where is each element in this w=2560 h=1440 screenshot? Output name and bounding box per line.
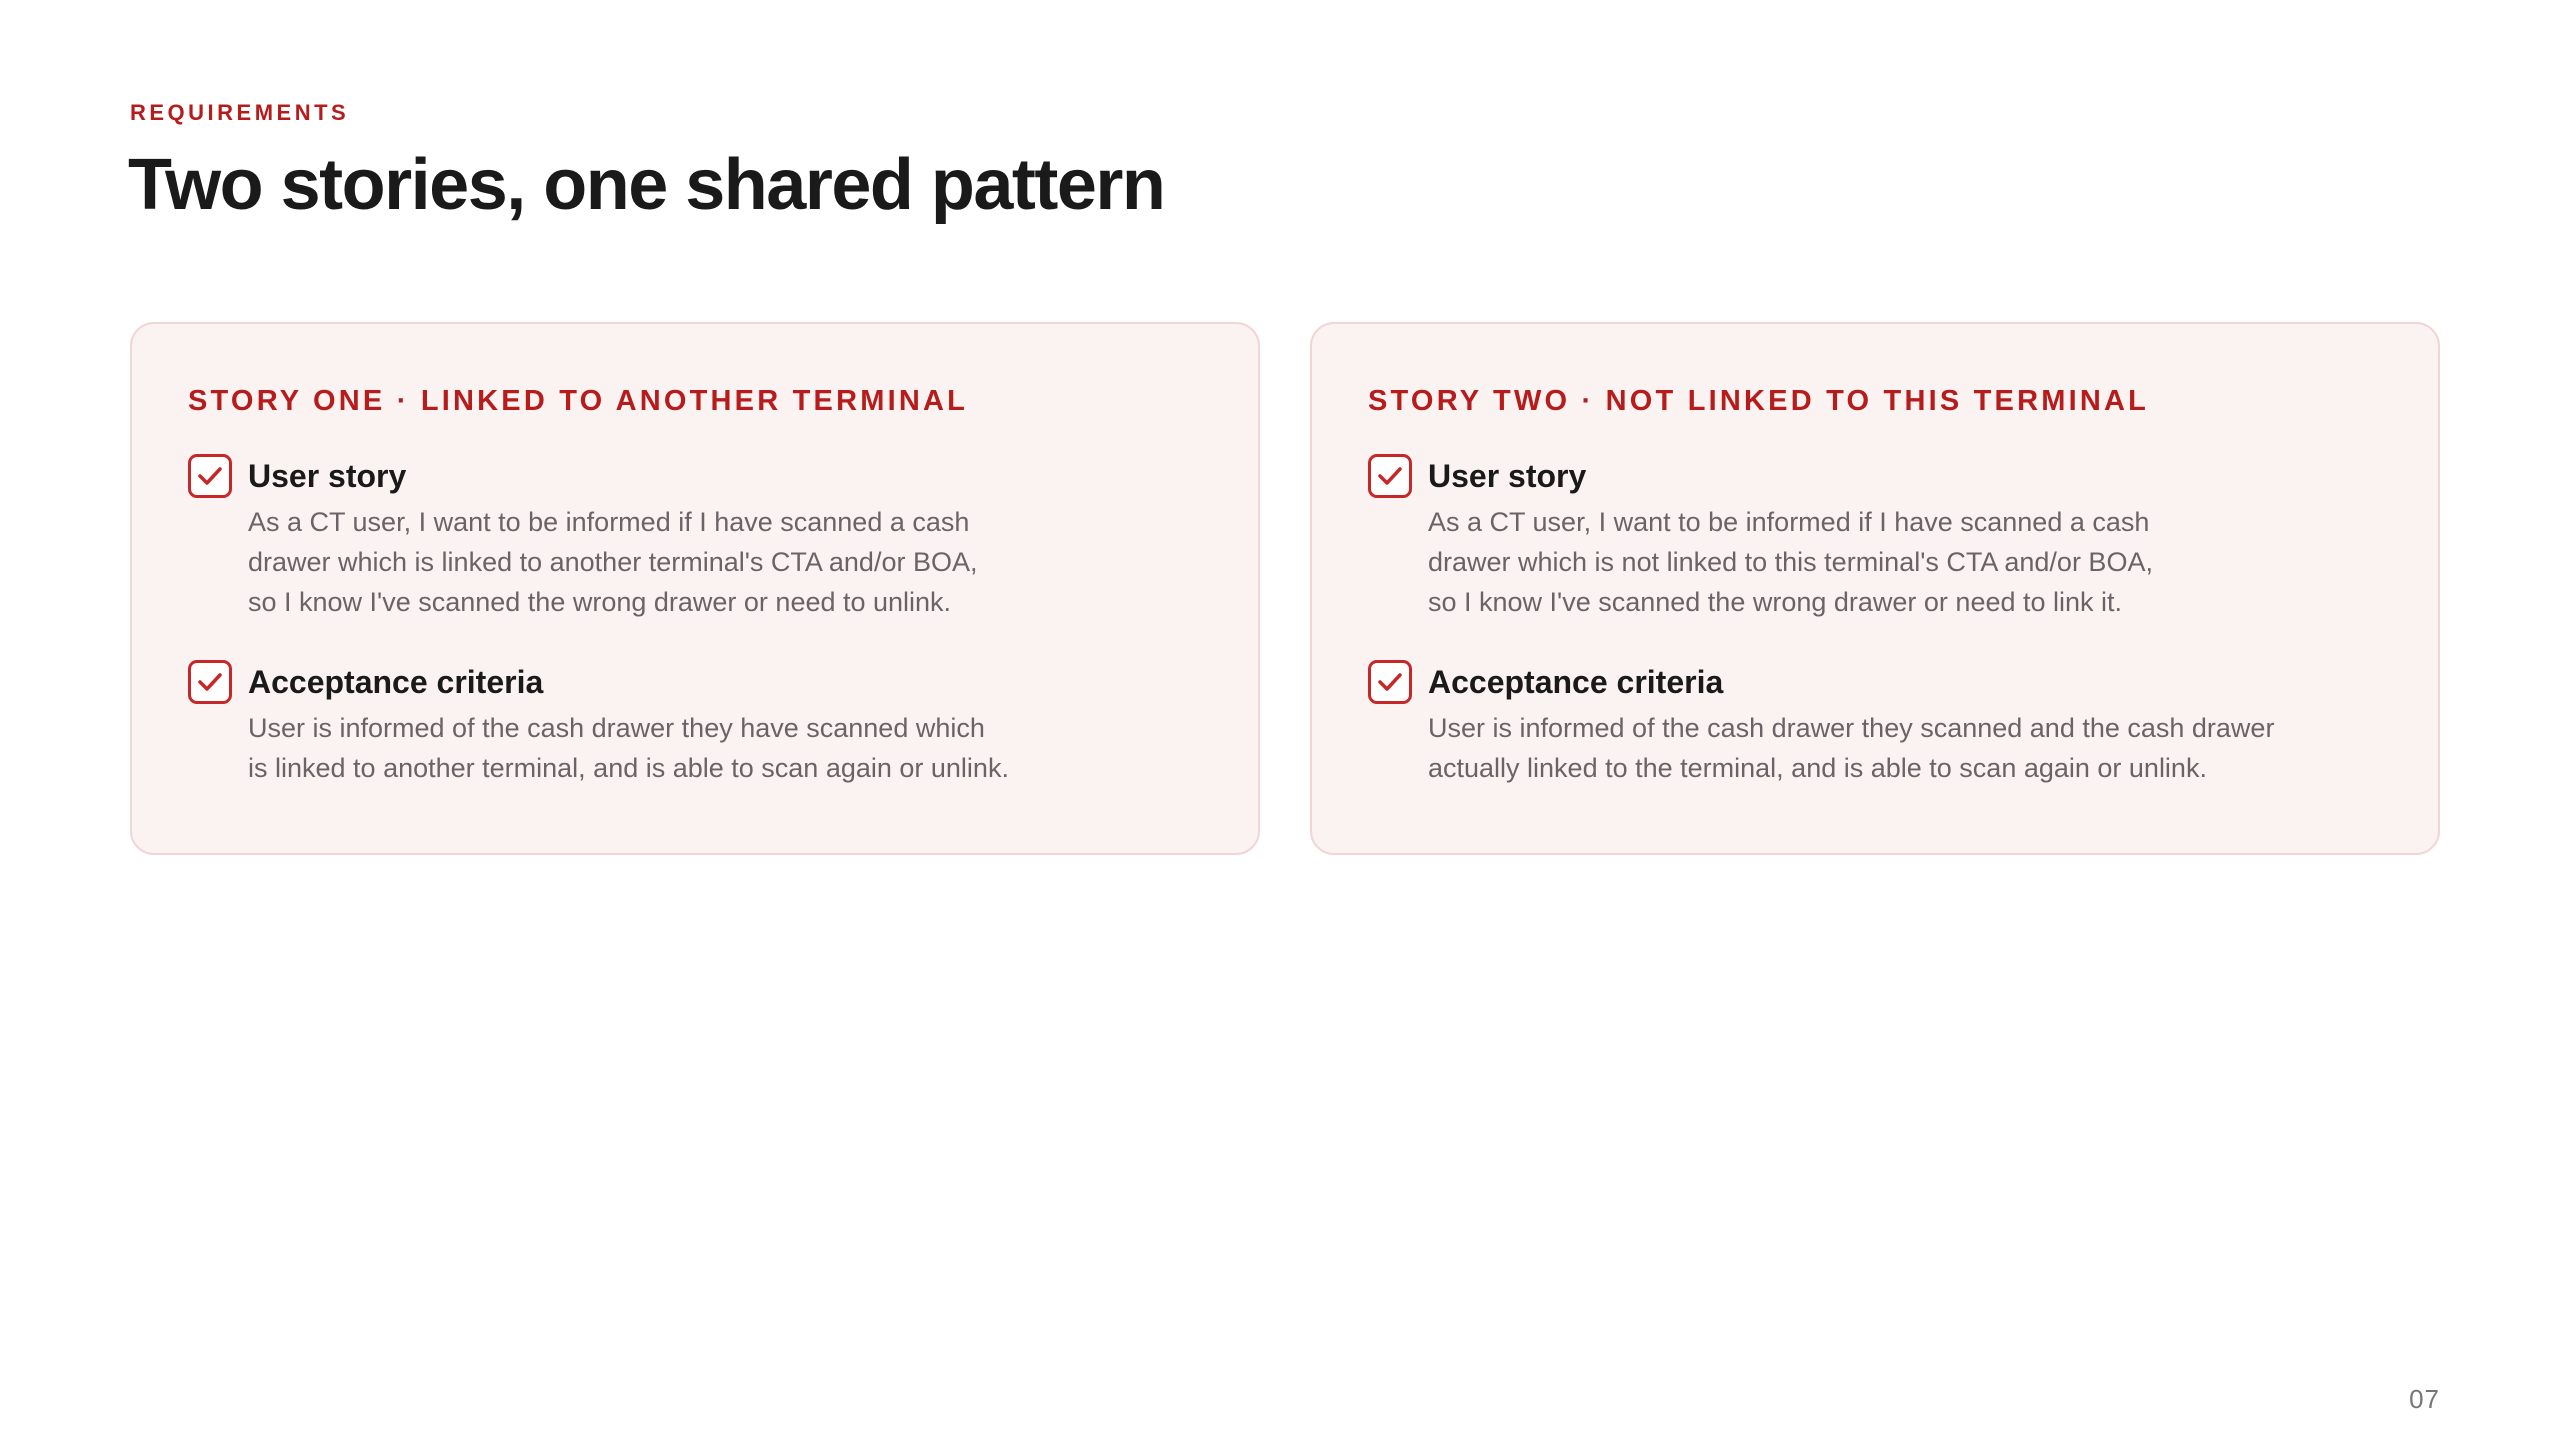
acceptance-criteria-item	[1368, 660, 2382, 788]
acceptance-criteria-item	[188, 660, 1202, 788]
check-icon	[1368, 454, 1412, 498]
user-story-item	[188, 454, 1202, 622]
page-number: 07	[2409, 1384, 2440, 1414]
check-icon	[188, 454, 232, 498]
item-description: User is informed of the cash drawer they scanned and the cash drawer actually linked to the terminal, and is able to scan again or unlink.	[1428, 713, 2275, 783]
item-title: User story	[1428, 458, 1587, 494]
story-card-two	[1310, 322, 2440, 855]
story-card-label: STORY TWO · NOT LINKED TO THIS TERMINAL	[1368, 385, 2150, 417]
item-body	[248, 660, 1202, 788]
check-icon	[188, 660, 232, 704]
section-eyebrow: REQUIREMENTS	[130, 100, 350, 125]
item-body	[1428, 454, 2382, 622]
item-title: Acceptance criteria	[248, 664, 544, 700]
story-card-one	[130, 322, 1260, 855]
item-title: User story	[248, 458, 407, 494]
item-description: User is informed of the cash drawer they have scanned which is linked to another terminal, and is able to scan again or unlink.	[248, 713, 1009, 783]
check-icon	[1368, 660, 1412, 704]
item-body	[248, 454, 1202, 622]
story-cards	[130, 322, 2441, 855]
story-card-label: STORY ONE · LINKED TO ANOTHER TERMINAL	[188, 385, 969, 417]
page-title: Two stories, one shared pattern	[128, 145, 1165, 225]
user-story-item	[1368, 454, 2382, 622]
item-description: As a CT user, I want to be informed if I have scanned a cash drawer which is linked to another terminal's CTA and/or BOA, so I know I've scanned the wrong drawer or need to unlink.	[248, 507, 978, 617]
item-title: Acceptance criteria	[1428, 664, 1724, 700]
item-description: As a CT user, I want to be informed if I have scanned a cash drawer which is not linked to this terminal's CTA and/or BOA, so I know I've scanned the wrong drawer or need to link it.	[1428, 507, 2153, 617]
item-body	[1428, 660, 2382, 788]
